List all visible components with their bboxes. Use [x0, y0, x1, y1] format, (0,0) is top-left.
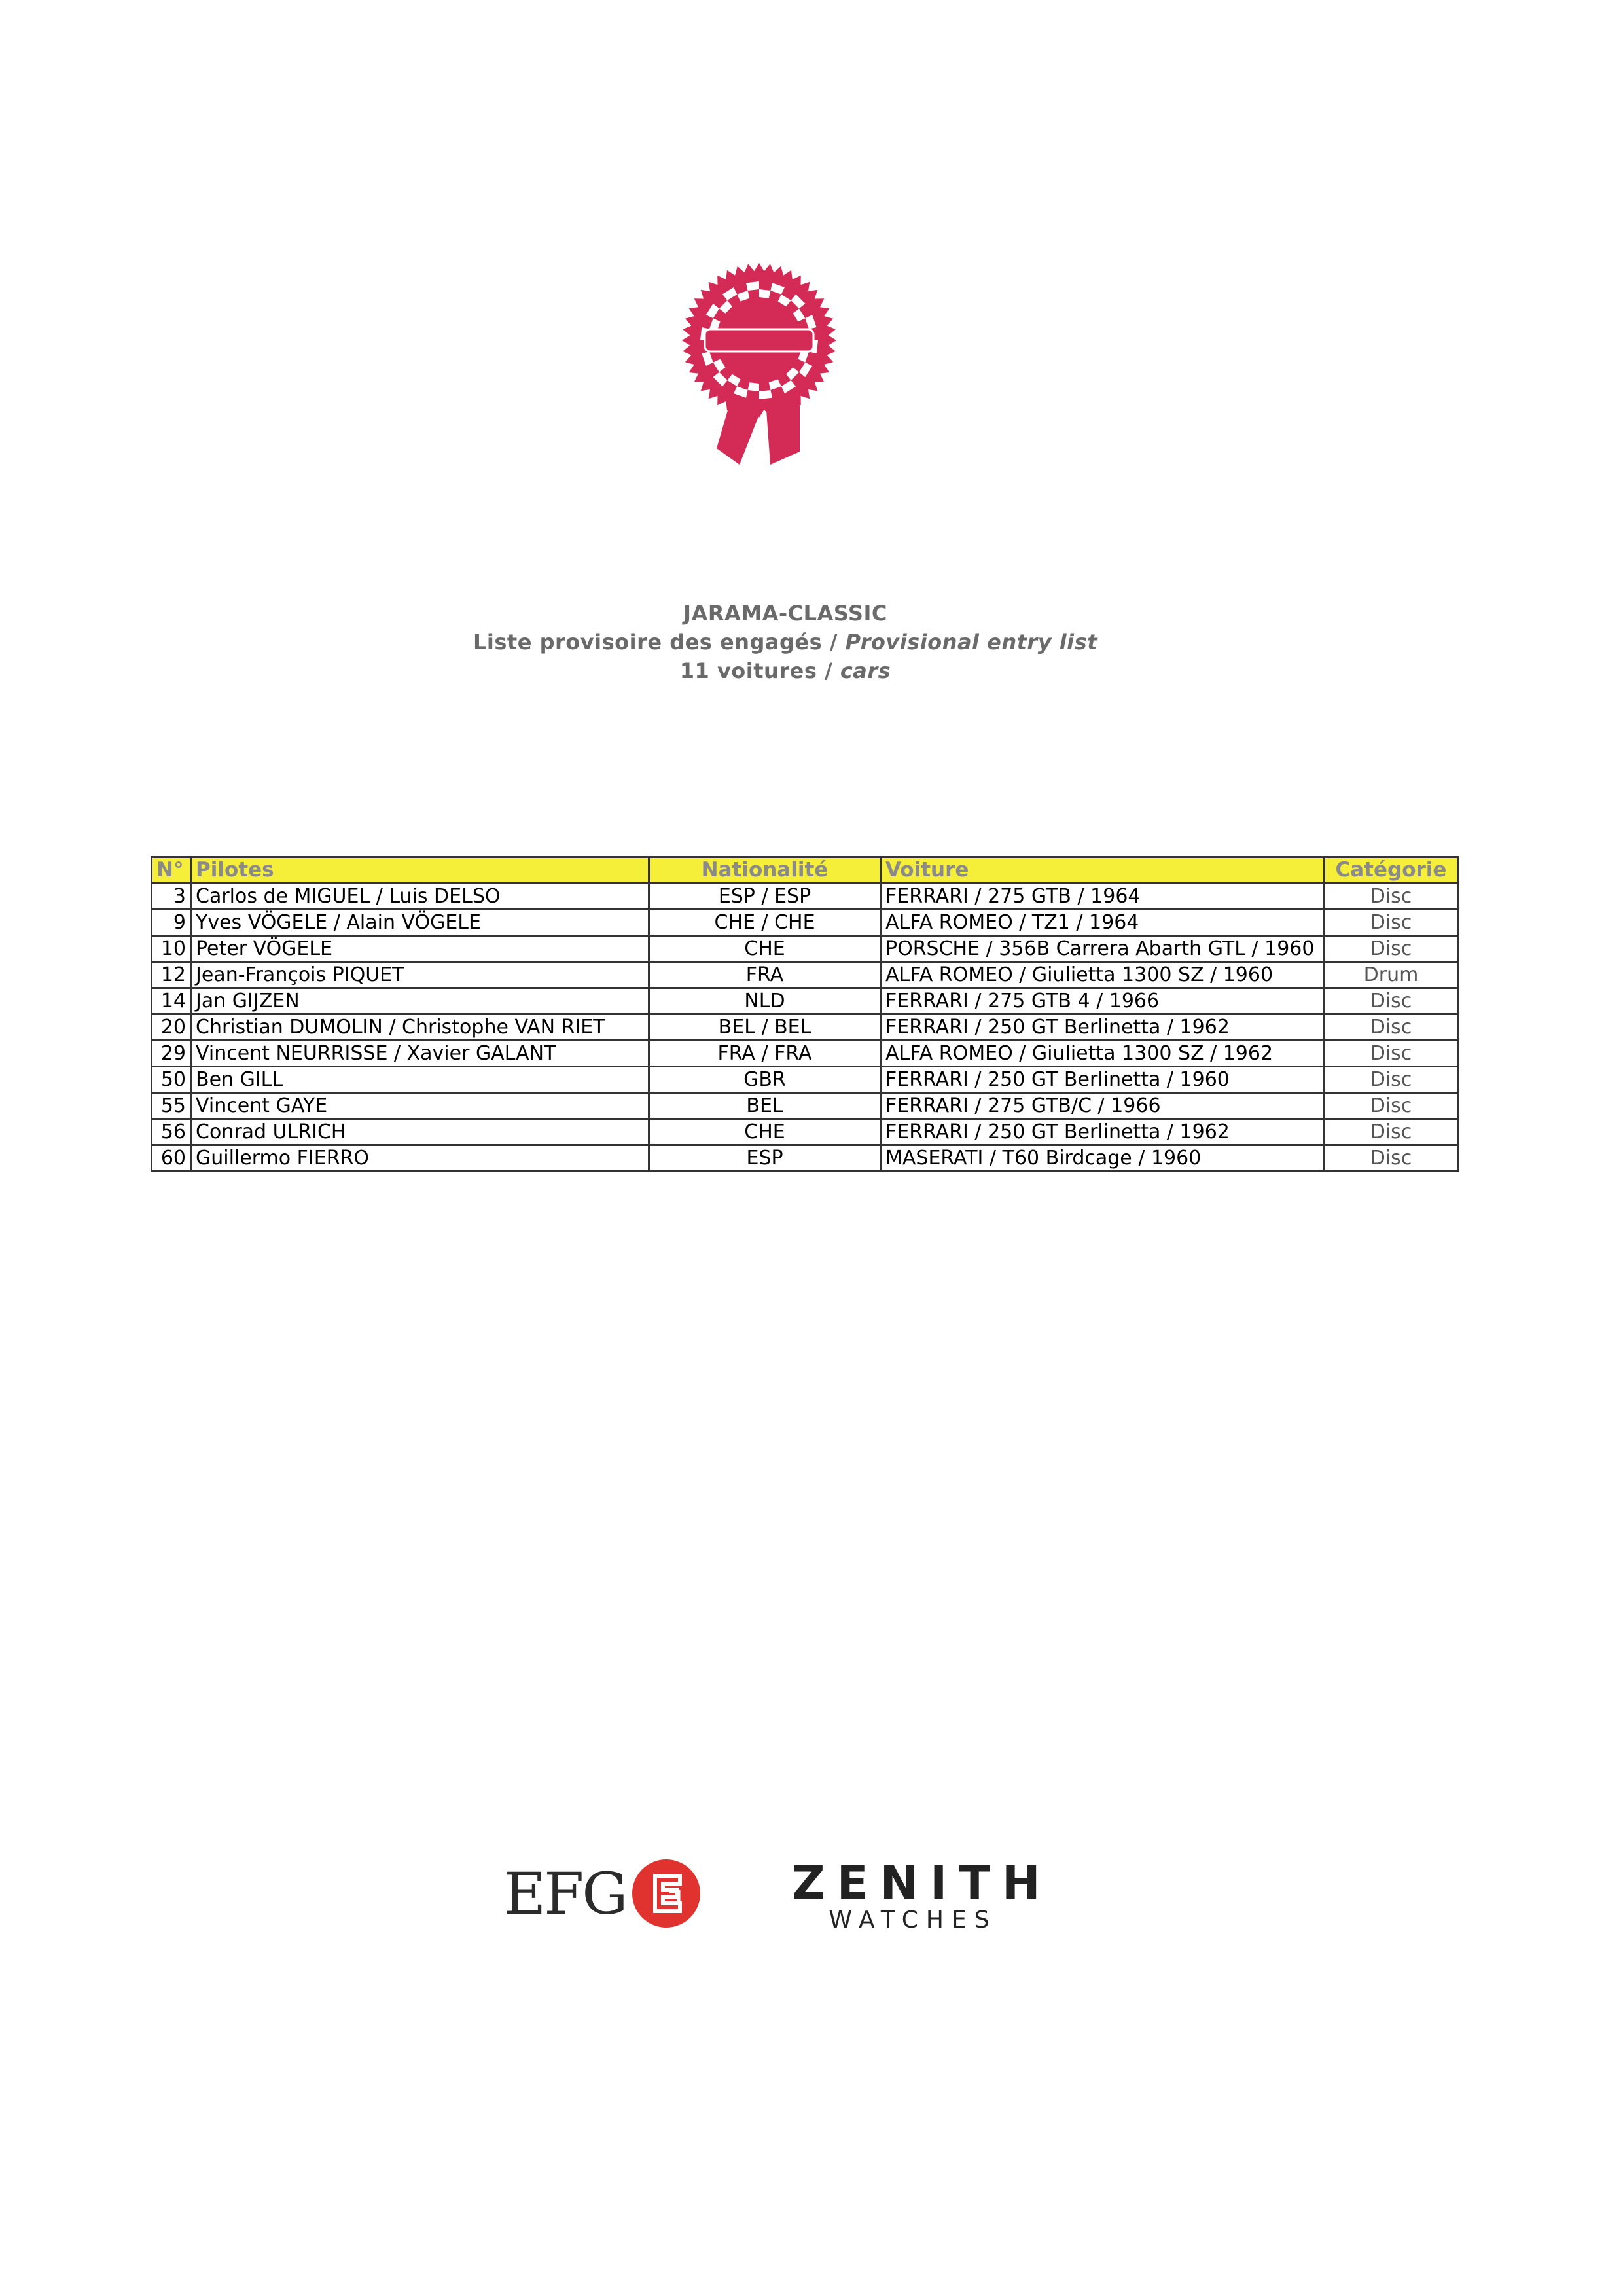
list-subtitle-fr: Liste provisoire des engagés [473, 630, 823, 655]
entry-nationality: CHE [649, 936, 881, 962]
entry-car: PORSCHE / 356B Carrera Abarth GTL / 1960 [881, 936, 1325, 962]
entry-nationality: ESP [649, 1145, 881, 1172]
entry-nationality: GBR [649, 1067, 881, 1093]
entry-car: FERRARI / 250 GT Berlinetta / 1962 [881, 1014, 1325, 1041]
table-header-row [152, 857, 1458, 884]
count-separator: / [817, 658, 840, 683]
checker-square [748, 382, 759, 391]
document-title [0, 599, 1571, 685]
entry-drivers: Peter VÖGELE [191, 936, 649, 962]
entry-category: Drum [1325, 962, 1458, 988]
zenith-wordmark: ZENITH [792, 1856, 1052, 1910]
entry-nationality: CHE / CHE [649, 910, 881, 936]
entry-nationality: FRA / FRA [649, 1041, 881, 1067]
table-row [152, 1145, 1458, 1172]
entry-car: MASERATI / T60 Birdcage / 1960 [881, 1145, 1325, 1172]
entry-drivers: Conrad ULRICH [191, 1119, 649, 1145]
entry-nationality: ESP / ESP [649, 884, 881, 910]
entry-drivers: Jan GIJZEN [191, 988, 649, 1014]
entry-category: Disc [1325, 1119, 1458, 1145]
entry-drivers: Christian DUMOLIN / Christophe VAN RIET [191, 1014, 649, 1041]
entry-drivers: Ben GILL [191, 1067, 649, 1093]
entry-number: 29 [152, 1041, 191, 1067]
checker-square [746, 281, 759, 291]
efg-wordmark: EFG [504, 1859, 626, 1928]
entry-number: 10 [152, 936, 191, 962]
entry-number: 20 [152, 1014, 191, 1041]
entry-drivers: Guillermo FIERRO [191, 1145, 649, 1172]
table-row [152, 910, 1458, 936]
entry-nationality: BEL [649, 1093, 881, 1119]
table-row [152, 884, 1458, 910]
table-row [152, 1119, 1458, 1145]
entry-number: 3 [152, 884, 191, 910]
entry-nationality: CHE [649, 1119, 881, 1145]
entry-category: Disc [1325, 1093, 1458, 1119]
column-header-number: N° [152, 857, 191, 884]
entry-drivers: Yves VÖGELE / Alain VÖGELE [191, 910, 649, 936]
entry-car: ALFA ROMEO / Giulietta 1300 SZ / 1960 [881, 962, 1325, 988]
entry-category: Disc [1325, 1014, 1458, 1041]
logo-band [705, 329, 813, 351]
entry-number: 56 [152, 1119, 191, 1145]
entry-car: FERRARI / 275 GTB/C / 1966 [881, 1093, 1325, 1119]
subtitle-separator: / [822, 630, 846, 655]
efg-logo [504, 1857, 702, 1929]
entry-car: FERRARI / 275 GTB / 1964 [881, 884, 1325, 910]
entry-category: Disc [1325, 936, 1458, 962]
entry-number: 60 [152, 1145, 191, 1172]
column-header-car: Voiture [881, 857, 1325, 884]
list-subtitle-en: Provisional entry list [845, 630, 1097, 655]
entry-list-body [152, 884, 1458, 1172]
table-row [152, 1067, 1458, 1093]
car-count-en: cars [840, 658, 891, 683]
entry-category: Disc [1325, 884, 1458, 910]
table-row [152, 988, 1458, 1014]
car-count [0, 656, 1571, 685]
list-subtitle [0, 628, 1571, 656]
entry-number: 14 [152, 988, 191, 1014]
table-row [152, 1014, 1458, 1041]
entry-drivers: Carlos de MIGUEL / Luis DELSO [191, 884, 649, 910]
table-row [152, 1093, 1458, 1119]
entry-category: Disc [1325, 988, 1458, 1014]
entry-car: FERRARI / 250 GT Berlinetta / 1960 [881, 1067, 1325, 1093]
table-row [152, 962, 1458, 988]
entry-nationality: BEL / BEL [649, 1014, 881, 1041]
entry-car: ALFA ROMEO / Giulietta 1300 SZ / 1962 [881, 1041, 1325, 1067]
entry-drivers: Jean-François PIQUET [191, 962, 649, 988]
efg-mark-icon [630, 1857, 702, 1929]
entry-car: ALFA ROMEO / TZ1 / 1964 [881, 910, 1325, 936]
event-title: JARAMA-CLASSIC [683, 601, 887, 626]
trofeo-nastro-rosso-logo [677, 259, 841, 468]
checker-square [759, 289, 770, 298]
entry-drivers: Vincent GAYE [191, 1093, 649, 1119]
table-row [152, 1041, 1458, 1067]
zenith-logo [792, 1856, 1052, 1933]
entry-list-table [151, 856, 1459, 1172]
column-header-nationality: Nationalité [649, 857, 881, 884]
entry-category: Disc [1325, 1041, 1458, 1067]
column-header-category: Catégorie [1325, 857, 1458, 884]
entry-car: FERRARI / 250 GT Berlinetta / 1962 [881, 1119, 1325, 1145]
entry-nationality: FRA [649, 962, 881, 988]
entry-number: 9 [152, 910, 191, 936]
car-count-fr: 11 voitures [679, 658, 817, 683]
entry-car: FERRARI / 275 GTB 4 / 1966 [881, 988, 1325, 1014]
zenith-subtitle: WATCHES [829, 1907, 997, 1933]
entry-drivers: Vincent NEURRISSE / Xavier GALANT [191, 1041, 649, 1067]
entry-number: 12 [152, 962, 191, 988]
checker-square [759, 390, 772, 399]
entry-category: Disc [1325, 910, 1458, 936]
entry-number: 55 [152, 1093, 191, 1119]
entry-category: Disc [1325, 1145, 1458, 1172]
table-row [152, 936, 1458, 962]
entry-nationality: NLD [649, 988, 881, 1014]
column-header-drivers: Pilotes [191, 857, 649, 884]
entry-number: 50 [152, 1067, 191, 1093]
entry-category: Disc [1325, 1067, 1458, 1093]
